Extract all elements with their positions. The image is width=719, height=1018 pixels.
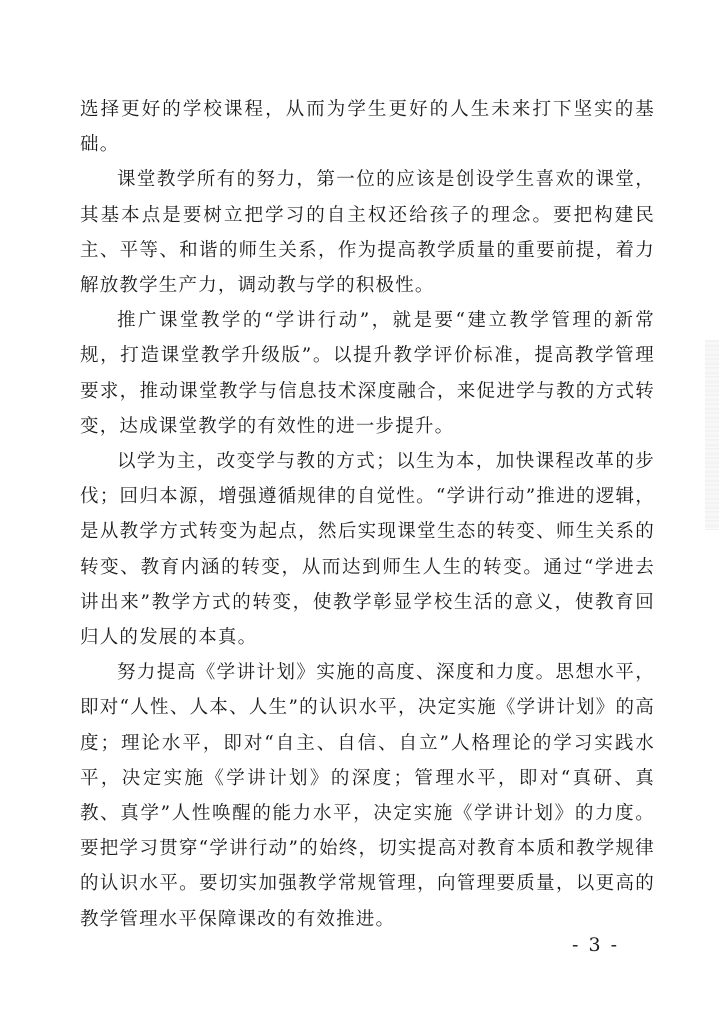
scan-edge-artifact xyxy=(705,340,719,530)
paragraph-3: 推广课堂教学的“学讲行动”，就是要“建立教学管理的新常规，打造课堂教学升级版”。以提升教学评价标准，提高教学管理要求，推动课堂教学与信息技术深度融合，来促进学与教的方式转变，达成课堂教学的有效性的进一步提升。 xyxy=(80,310,655,437)
paragraph-5: 努力提高《学讲计划》实施的高度、深度和力度。思想水平，即对“人性、人本、人生”的认识水平，决定实施《学讲计划》的高度；理论水平，即对“自主、自信、自立”人格理论的学习实践水平，决定实施《学讲计划》的深度；管理水平，即对“真研、真教、真学”人性唤醒的能力水平，决定实施《学讲计划》的力度。要把学习贯穿“学讲行动”的始终，切实提高对教育本质和教学规律的认识水平。要切实加强教学常规管理，向管理要质量，以更高的教学管理水平保障课改的有效推进。 xyxy=(80,662,655,930)
paragraph-4: 以学为主，改变学与教的方式；以生为本，加快课程改革的步伐；回归本源，增强遵循规律的自觉性。“学讲行动”推进的逻辑，是从教学方式转变为起点，然后实现课堂生态的转变、师生关系的转变、教育内涵的转变，从而达到师生人生的转变。通过“学进去 讲出来”教学方式的转变，使教学彰显学校生活的意义，使教育回归人的发展的本真。 xyxy=(80,451,655,649)
page-number: - 3 - xyxy=(572,934,620,956)
paragraph-2: 课堂教学所有的努力，第一位的应该是创设学生喜欢的课堂，其基本点是要树立把学习的自主权还给孩子的理念。要把构建民主、平等、和谐的师生关系，作为提高教学质量的重要前提，着力解放教学生产力，调动教与学的积极性。 xyxy=(80,169,655,297)
paragraph-1: 选择更好的学校课程，从而为学生更好的人生未来打下坚实的基础。 xyxy=(80,99,655,156)
document-body xyxy=(80,92,655,937)
